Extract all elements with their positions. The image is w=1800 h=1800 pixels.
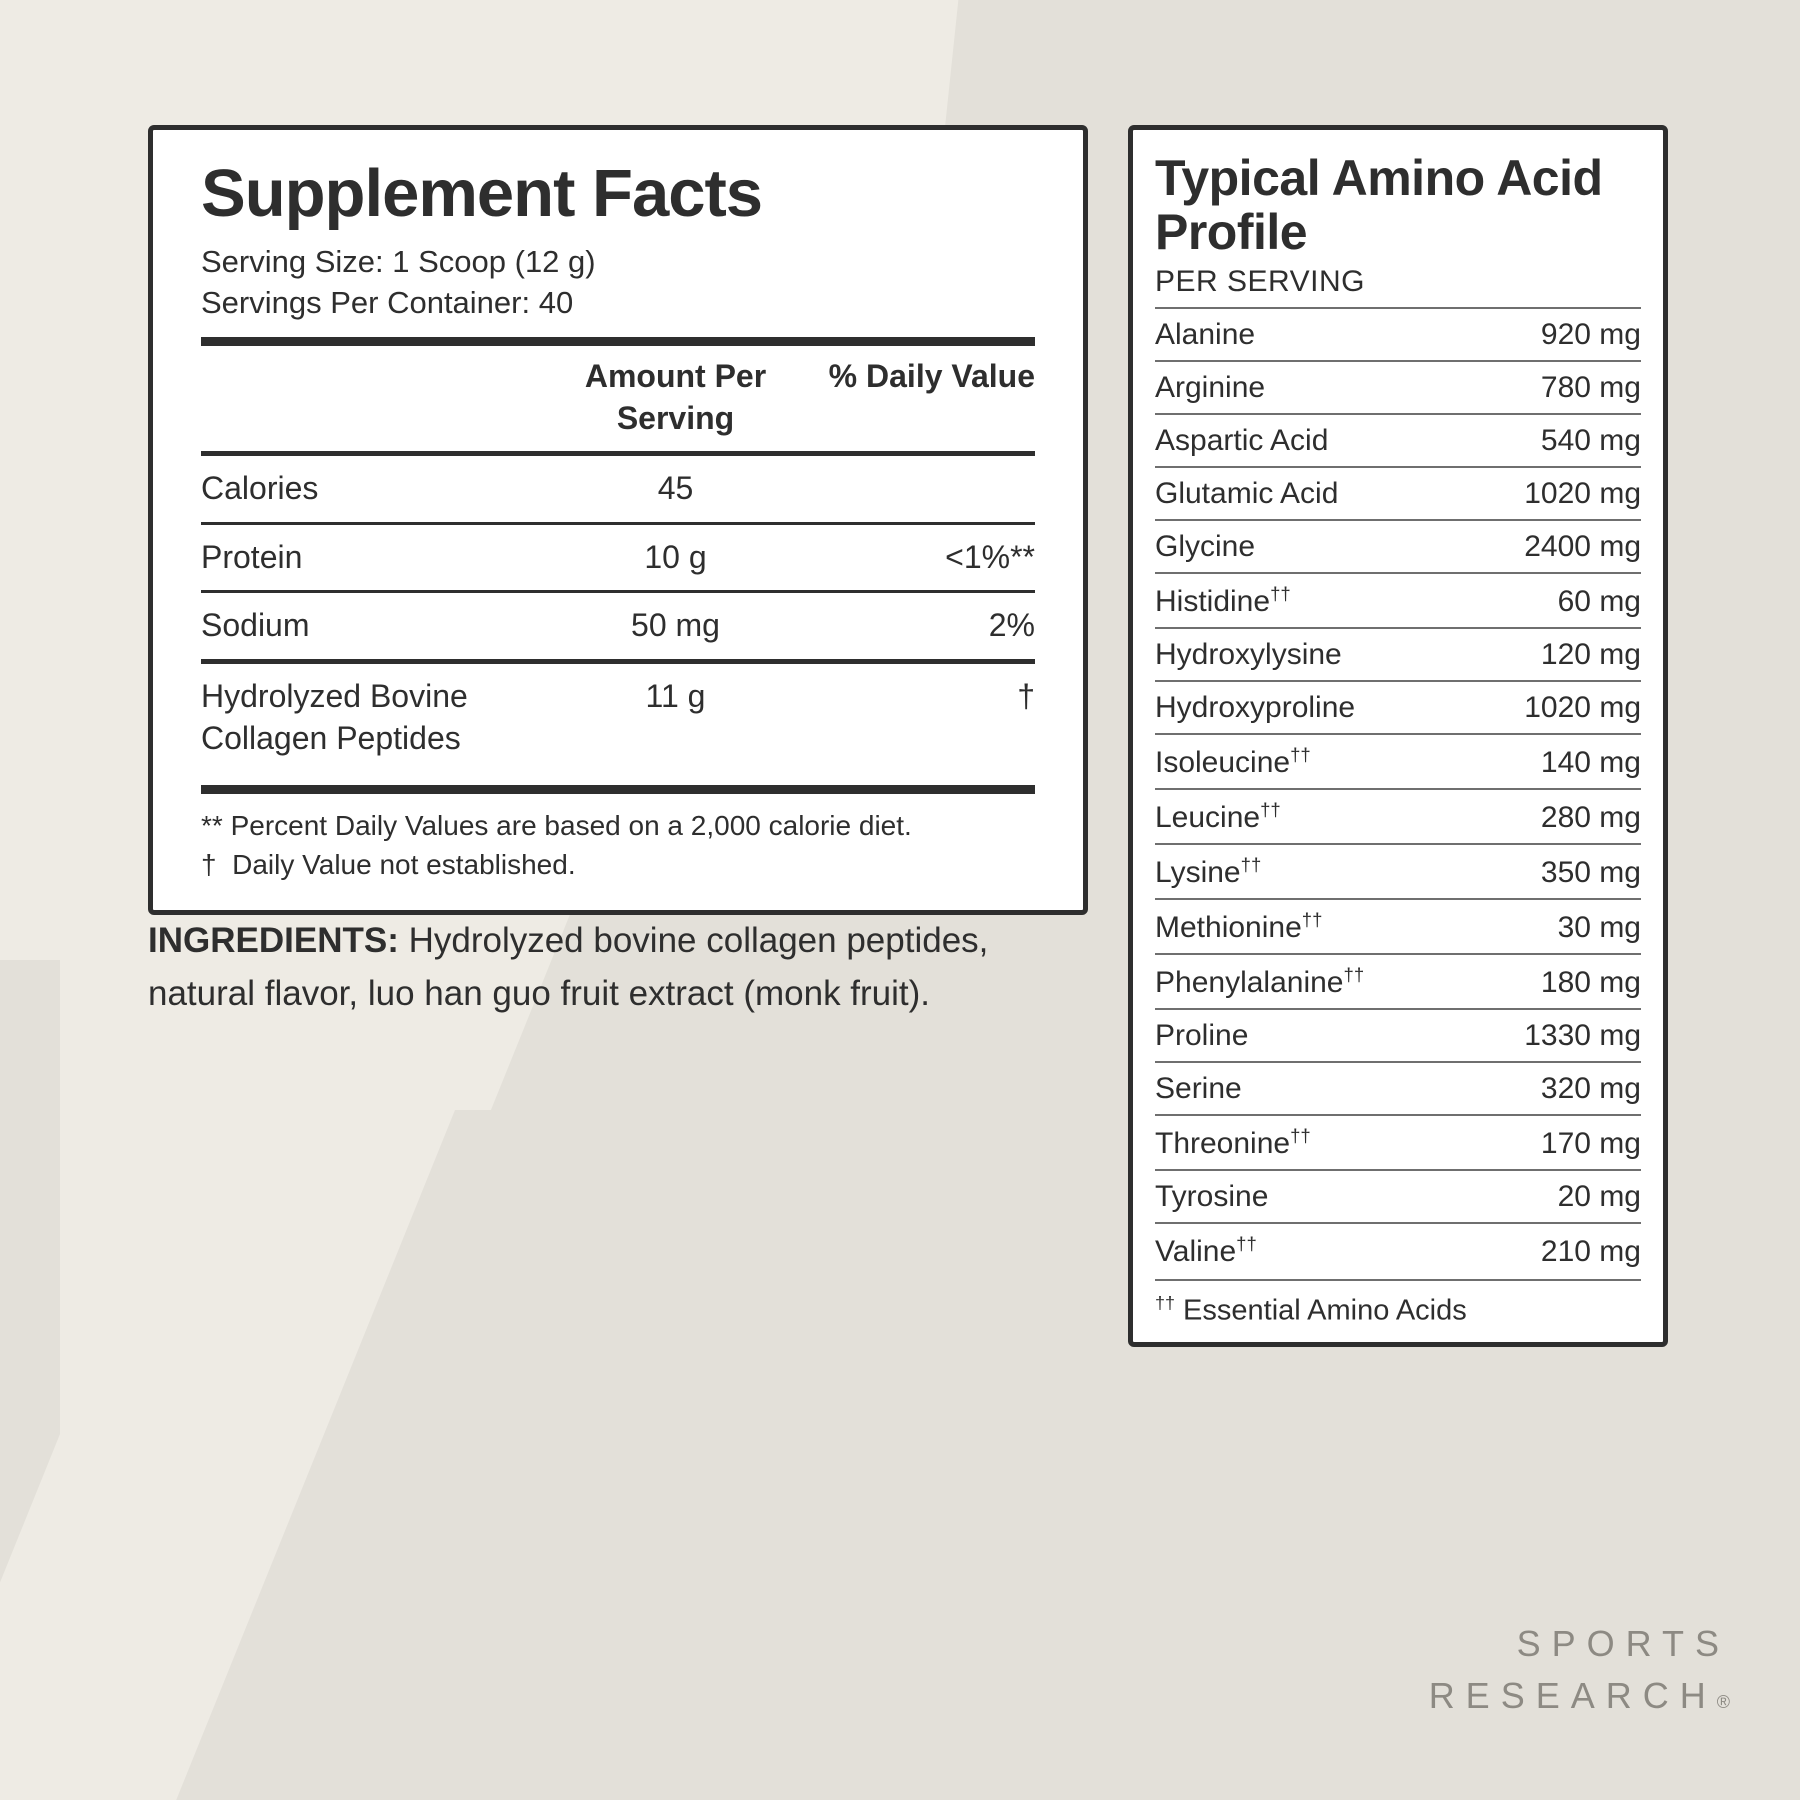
ingredients-label: INGREDIENTS: (148, 921, 399, 960)
amino-acid-name: Methionine†† (1155, 909, 1323, 944)
servings-per-container-text: Servings Per Container: 40 (201, 284, 574, 320)
amino-acid-name: Isoleucine†† (1155, 744, 1311, 779)
amino-profile-subtitle: PER SERVING (1155, 265, 1366, 298)
amino-acid-value: 20 mg (1557, 1180, 1641, 1213)
amino-acid-row (1155, 1114, 1641, 1169)
amino-acid-value: 180 mg (1540, 966, 1641, 999)
amino-acid-name: Proline (1155, 1019, 1249, 1052)
amino-acid-name: Aspartic Acid (1155, 424, 1329, 457)
table-row (201, 525, 1035, 591)
amino-acid-row (1155, 680, 1641, 733)
amino-acid-value: 350 mg (1540, 856, 1641, 889)
row-amount: 50 mg (631, 607, 720, 644)
amino-acid-row (1155, 466, 1641, 519)
amino-acid-row (1155, 953, 1641, 1008)
table-row (201, 593, 1035, 659)
row-name: Calories (201, 470, 319, 507)
serving-size-text: Serving Size: 1 Scoop (12 g) (201, 244, 596, 280)
amino-acid-name: Valine†† (1155, 1233, 1257, 1268)
header-amount-per-serving: Amount Per Serving (584, 357, 767, 436)
amino-acid-row (1155, 627, 1641, 680)
amino-acid-profile-panel (1128, 125, 1668, 1347)
amino-profile-title: Typical Amino Acid Profile (1155, 150, 1603, 260)
amino-acid-row (1155, 1008, 1641, 1061)
brand-line-research (1429, 1670, 1730, 1722)
footnote-daily-value-not-established: † Daily Value not established. (201, 849, 576, 881)
brand-line-sports: SPORTS (1516, 1622, 1730, 1664)
amino-acid-row (1155, 1061, 1641, 1114)
footnote-percent-daily-value: ** Percent Daily Values are based on a 2,000 calorie diet. (201, 810, 912, 842)
table-row (201, 664, 1035, 771)
brand-registered-mark: ® (1716, 1691, 1730, 1712)
amino-acid-row (1155, 843, 1641, 898)
amino-acid-value: 120 mg (1540, 638, 1641, 671)
amino-acid-name: Alanine (1155, 318, 1256, 351)
ingredients-text: Hydrolyzed bovine collagen peptides, natural flavor, luo han guo fruit extract (monk fruit). (148, 921, 989, 1013)
amino-acid-name: Histidine†† (1155, 583, 1291, 618)
amino-acid-list (1155, 307, 1641, 1277)
amino-acid-name: Phenylalanine†† (1155, 964, 1365, 999)
row-daily-value: <1%** (945, 538, 1035, 575)
row-amount: 45 (657, 470, 694, 507)
amino-acid-value: 2400 mg (1524, 530, 1641, 563)
row-name: Hydrolyzed Bovine Collagen Peptides (201, 677, 468, 756)
amino-acid-row (1155, 307, 1641, 360)
amino-acid-name: Leucine†† (1155, 799, 1281, 834)
amino-acid-row (1155, 733, 1641, 788)
amino-acid-value: 320 mg (1540, 1072, 1641, 1105)
footnotes (201, 806, 1035, 884)
amino-acid-name: Glutamic Acid (1155, 477, 1339, 510)
essential-note-text: Essential Amino Acids (1175, 1294, 1467, 1327)
amino-acid-name: Threonine†† (1155, 1125, 1311, 1160)
amino-acid-value: 280 mg (1540, 801, 1641, 834)
table-header-row (201, 346, 1035, 451)
row-name: Sodium (201, 607, 310, 644)
amino-acid-value: 170 mg (1540, 1127, 1641, 1160)
essential-marker: †† (1236, 1233, 1257, 1254)
amino-acid-row (1155, 519, 1641, 572)
amino-acid-row (1155, 572, 1641, 627)
amino-acid-value: 1020 mg (1524, 477, 1641, 510)
amino-acid-row (1155, 788, 1641, 843)
amino-acid-value: 210 mg (1540, 1235, 1641, 1268)
row-amount: 11 g (645, 677, 706, 714)
essential-marker: †† (1260, 799, 1281, 820)
amino-acid-name: Serine (1155, 1072, 1242, 1105)
amino-acid-row (1155, 1222, 1641, 1277)
amino-acid-value: 60 mg (1557, 585, 1641, 618)
essential-marker: †† (1270, 583, 1291, 604)
row-name: Protein (201, 538, 303, 575)
essential-marker: †† (1343, 964, 1365, 985)
supplement-facts-panel (148, 125, 1088, 915)
table-row (201, 456, 1035, 522)
brand-logo (1429, 1618, 1730, 1722)
amino-acid-value: 140 mg (1540, 746, 1641, 779)
amino-acid-name: Lysine†† (1155, 854, 1262, 889)
amino-acid-name: Arginine (1155, 371, 1266, 404)
essential-marker: †† (1301, 909, 1323, 930)
essential-marker: †† (1290, 1125, 1311, 1146)
amino-acid-row (1155, 360, 1641, 413)
amino-acid-value: 30 mg (1557, 911, 1641, 944)
amino-essential-note (1155, 1279, 1641, 1328)
amino-acid-name: Hydroxylysine (1155, 638, 1342, 671)
row-daily-value: 2% (988, 607, 1035, 644)
essential-marker: †† (1155, 1293, 1175, 1313)
amino-acid-row (1155, 898, 1641, 953)
amino-acid-value: 780 mg (1540, 371, 1641, 404)
row-daily-value: † (1017, 677, 1035, 714)
ingredients-block (148, 915, 1048, 1020)
amino-acid-name: Tyrosine (1155, 1180, 1269, 1213)
header-daily-value: % Daily Value (828, 357, 1035, 394)
divider-thick-top (201, 337, 1035, 346)
brand-research-text: RESEARCH (1428, 1674, 1717, 1716)
amino-acid-row (1155, 413, 1641, 466)
row-amount: 10 g (644, 538, 707, 575)
amino-acid-value: 920 mg (1540, 318, 1641, 351)
amino-acid-name: Hydroxyproline (1155, 691, 1356, 724)
supplement-facts-title: Supplement Facts (201, 156, 763, 231)
essential-marker: †† (1240, 854, 1262, 875)
amino-acid-row (1155, 1169, 1641, 1222)
amino-acid-value: 1330 mg (1524, 1019, 1641, 1052)
divider-thick-bottom (201, 785, 1035, 794)
amino-acid-value: 1020 mg (1524, 691, 1641, 724)
amino-acid-value: 540 mg (1540, 424, 1641, 457)
essential-marker: †† (1290, 744, 1311, 765)
amino-acid-name: Glycine (1155, 530, 1256, 563)
